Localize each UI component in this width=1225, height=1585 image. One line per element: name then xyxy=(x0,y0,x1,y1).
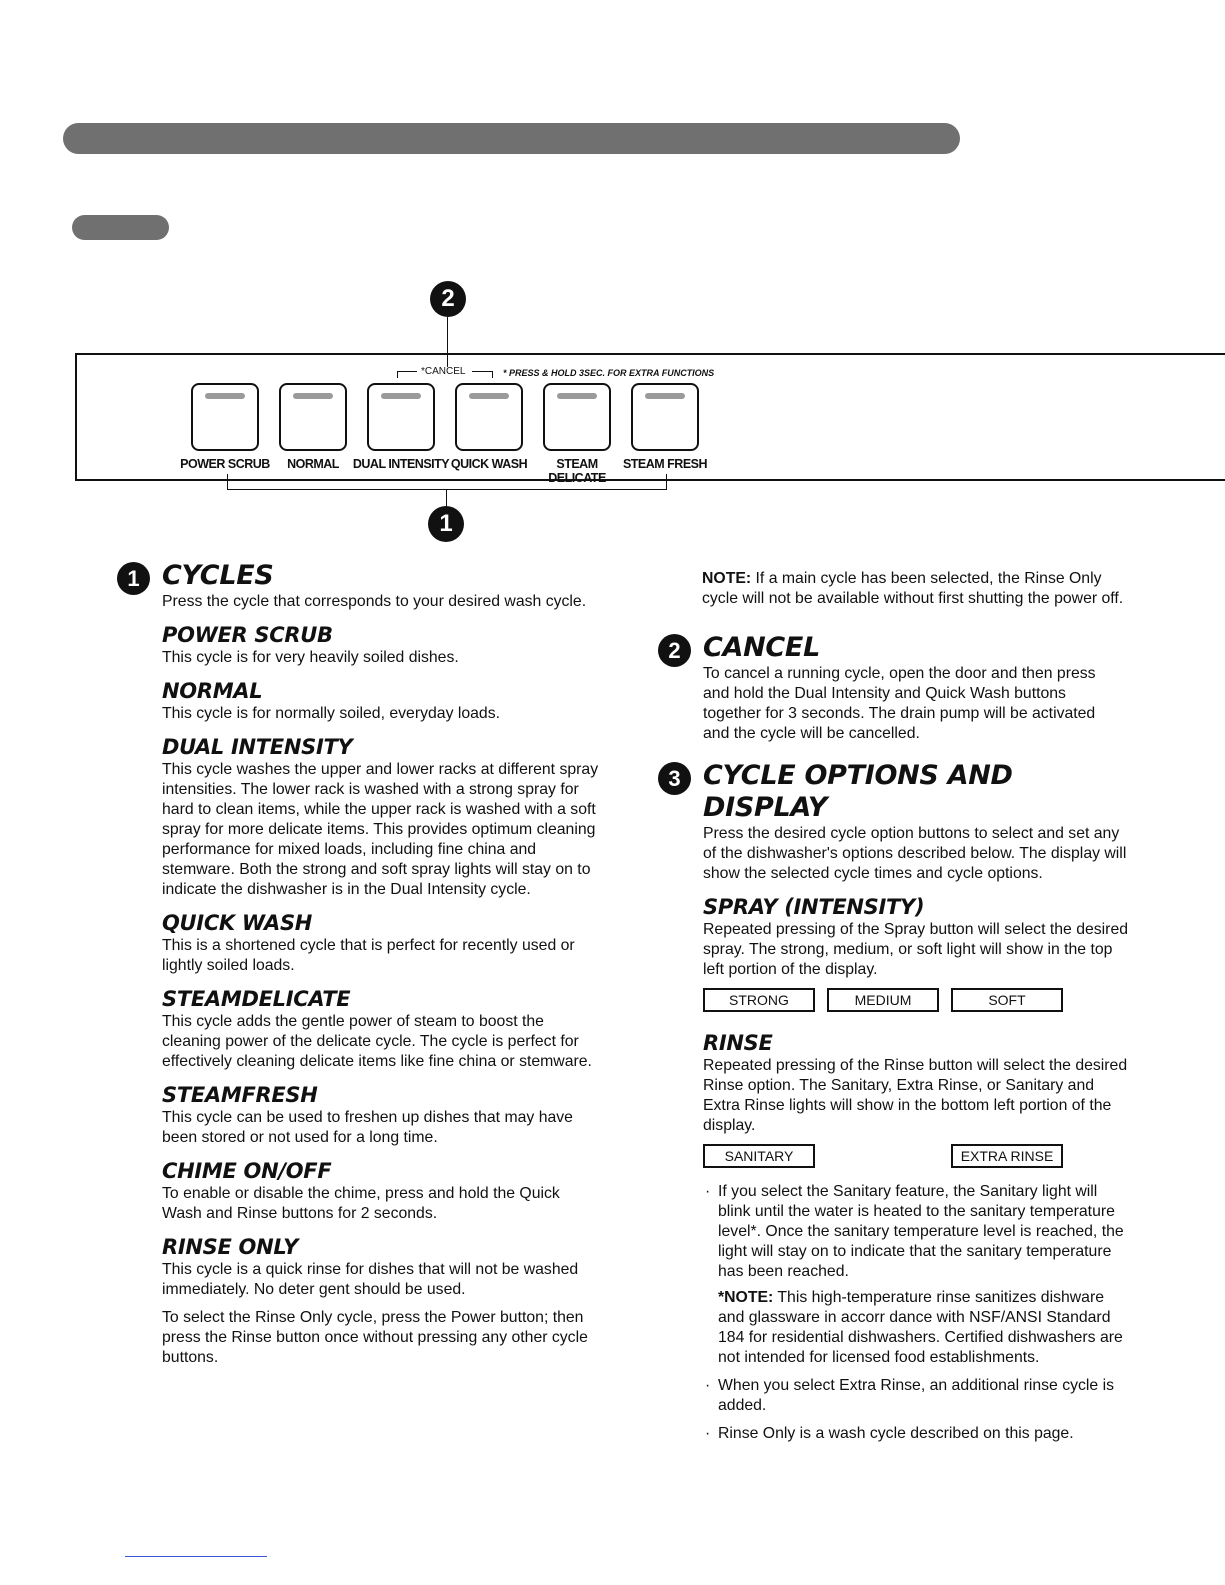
power-scrub-button[interactable] xyxy=(191,383,259,451)
spray-text: Repeated pressing of the Spray button will select the desired spray. The strong, medium, or soft light will show in the top left portion of the display. xyxy=(703,921,1129,978)
rinse-only-bullet xyxy=(703,1424,1133,1444)
cancel-number-badge: 2 xyxy=(658,634,691,667)
cancel-bracket-left xyxy=(397,371,417,372)
steam-delicate-led xyxy=(557,393,597,399)
normal-text: This cycle is for normally soiled, everyday loads. xyxy=(162,705,501,722)
normal-button[interactable] xyxy=(279,383,347,451)
cancel-label: *CANCEL xyxy=(421,366,466,377)
steamdelicate-text: This cycle adds the gentle power of steam to boost the cleaning power of the delicate cycle. The cycle is perfect for effectively cleaning delicate items like fine china or stemware. xyxy=(162,1013,592,1070)
footnote-text: This high-temperature rinse sanitizes dishware and glassware in accorr dance with NSF/ANSI Standard 184 for residential dishwashers. Certified dishwashers are not intended for licensed food establishments. xyxy=(718,1289,1123,1366)
steamfresh-heading: STEAMFRESH xyxy=(162,1083,318,1107)
power-scrub-text: This cycle is for very heavily soiled dishes. xyxy=(162,649,459,666)
steam-fresh-button[interactable] xyxy=(631,383,699,451)
note-text: If a main cycle has been selected, the Rinse Only cycle will not be available without first shutting the power off. xyxy=(702,570,1124,607)
rinse-heading: RINSE xyxy=(703,1031,773,1055)
extra-rinse-bullet-text: When you select Extra Rinse, an additional rinse cycle is added. xyxy=(718,1377,1114,1414)
options-heading: CYCLE OPTIONS AND DISPLAY xyxy=(703,760,1013,823)
cycles-column xyxy=(162,560,602,1368)
steamdelicate-heading: STEAMDELICATE xyxy=(162,987,351,1011)
rinse-bullets-more xyxy=(703,1376,1133,1444)
footer-link-underline[interactable] xyxy=(125,1556,267,1557)
quick-wash-led xyxy=(469,393,509,399)
cancel-block xyxy=(703,632,1123,744)
callout-2-badge: 2 xyxy=(430,281,466,317)
dual-intensity-text: This cycle washes the upper and lower racks at different spray intensities. The lower rack is washed with a strong spray for hard to clean items, while the upper rack is washed with a soft spray for more delicate items. This provides optimum cleaning performance for mixed loads, including fine china and stemware. Both the strong and soft spray lights will stay on to indicate the dishwasher is in the Dual Intensity cycle. xyxy=(162,761,599,898)
rinse-only-note xyxy=(702,569,1132,609)
soft-indicator: SOFT xyxy=(951,988,1063,1012)
spray-indicators xyxy=(703,988,1133,1014)
rinse-bullets xyxy=(703,1182,1133,1282)
steam-fresh-led xyxy=(645,393,685,399)
spray-heading: SPRAY (INTENSITY) xyxy=(703,895,925,919)
cycles-intro: Press the cycle that corresponds to your desired wash cycle. xyxy=(162,593,587,610)
options-block xyxy=(703,760,1133,1452)
cancel-text: To cancel a running cycle, open the door and then press and hold the Dual Intensity and Quick Wash buttons together for 3 seconds. The drain pump will be activated and the cycle will be cancelled. xyxy=(703,665,1096,742)
steam-fresh-label: STEAM FRESH xyxy=(622,457,708,471)
dual-intensity-label: DUAL INTENSITY xyxy=(352,457,450,471)
normal-heading: NORMAL xyxy=(162,679,263,703)
steam-delicate-label: STEAM DELICATE xyxy=(548,457,606,485)
cancel-bracket-right-tick xyxy=(492,371,493,378)
cycles-number-badge: 1 xyxy=(117,562,150,595)
bullet-dot: · xyxy=(705,1425,711,1442)
sanitary-bullet xyxy=(703,1182,1133,1282)
bullet-dot: · xyxy=(705,1183,711,1200)
rinse-text: Repeated pressing of the Rinse button will select the desired Rinse option. The Sanitary, Extra Rinse, or Sanitary and Extra Rinse lights will show in the bottom left portion of the display. xyxy=(703,1057,1128,1134)
cancel-bracket-right xyxy=(472,371,492,372)
cycles-bracket-bottom xyxy=(227,489,667,490)
steam-delicate-button[interactable] xyxy=(543,383,611,451)
quick-wash-heading: QUICK WASH xyxy=(162,911,313,935)
cancel-bracket-left-tick xyxy=(397,371,398,378)
cycles-heading: CYCLES xyxy=(162,560,274,591)
press-hold-label: * PRESS & HOLD 3SEC. FOR EXTRA FUNCTIONS xyxy=(503,368,715,378)
steamfresh-text: This cycle can be used to freshen up dishes that may have been stored or not used for a long time. xyxy=(162,1109,573,1146)
dual-intensity-heading: DUAL INTENSITY xyxy=(162,735,353,759)
quick-wash-label: QUICK WASH xyxy=(450,457,528,471)
callout-1-badge: 1 xyxy=(428,506,464,542)
power-scrub-heading: POWER SCRUB xyxy=(162,623,333,647)
chime-text: To enable or disable the chime, press and hold the Quick Wash and Rinse buttons for 2 seconds. xyxy=(162,1185,560,1222)
extra-rinse-indicator: EXTRA RINSE xyxy=(951,1144,1063,1168)
note-label: NOTE: xyxy=(702,570,752,587)
sanitary-indicator: SANITARY xyxy=(703,1144,815,1168)
normal-label: NORMAL xyxy=(287,457,339,471)
subsection-title-bar xyxy=(72,215,169,240)
cancel-heading: CANCEL xyxy=(703,632,820,663)
strong-indicator: STRONG xyxy=(703,988,815,1012)
callout-1-leader xyxy=(446,489,447,507)
chime-heading: CHIME ON/OFF xyxy=(162,1159,332,1183)
rinse-only-heading: RINSE ONLY xyxy=(162,1235,299,1259)
extra-rinse-bullet xyxy=(703,1376,1133,1416)
rinse-only-text: This cycle is a quick rinse for dishes that will not be washed immediately. No deter gent should be used. xyxy=(162,1261,579,1298)
quick-wash-text: This is a shortened cycle that is perfect for recently used or lightly soiled loads. xyxy=(162,937,575,974)
power-scrub-label: POWER SCRUB xyxy=(180,457,270,471)
rinse-only-instructions: To select the Rinse Only cycle, press the Power button; then press the Rinse button once without pressing any other cycle buttons. xyxy=(162,1309,588,1366)
sanitary-footnote xyxy=(703,1288,1133,1368)
medium-indicator: MEDIUM xyxy=(827,988,939,1012)
cycles-bracket-left xyxy=(227,474,228,490)
dual-intensity-led xyxy=(381,393,421,399)
dual-intensity-button[interactable] xyxy=(367,383,435,451)
power-scrub-led xyxy=(205,393,245,399)
rinse-only-bullet-text: Rinse Only is a wash cycle described on this page. xyxy=(718,1425,1074,1442)
footnote-label: *NOTE: xyxy=(718,1289,774,1306)
sanitary-bullet-text: If you select the Sanitary feature, the Sanitary light will blink until the water is heated to the sanitary temperature level*. Once the sanitary temperature level is reached, the light will stay on to indicate that the sanitary temperature has been reached. xyxy=(718,1183,1124,1280)
quick-wash-button[interactable] xyxy=(455,383,523,451)
cycles-bracket-right xyxy=(666,474,667,490)
note-block xyxy=(702,569,1132,609)
options-text: Press the desired cycle option buttons to select and set any of the dishwasher's options described below. The display will show the selected cycle times and cycle options. xyxy=(703,825,1127,882)
section-title-bar xyxy=(63,123,960,154)
bullet-dot: · xyxy=(705,1377,711,1394)
normal-led xyxy=(293,393,333,399)
options-number-badge: 3 xyxy=(658,762,691,795)
rinse-indicators xyxy=(703,1144,1133,1170)
